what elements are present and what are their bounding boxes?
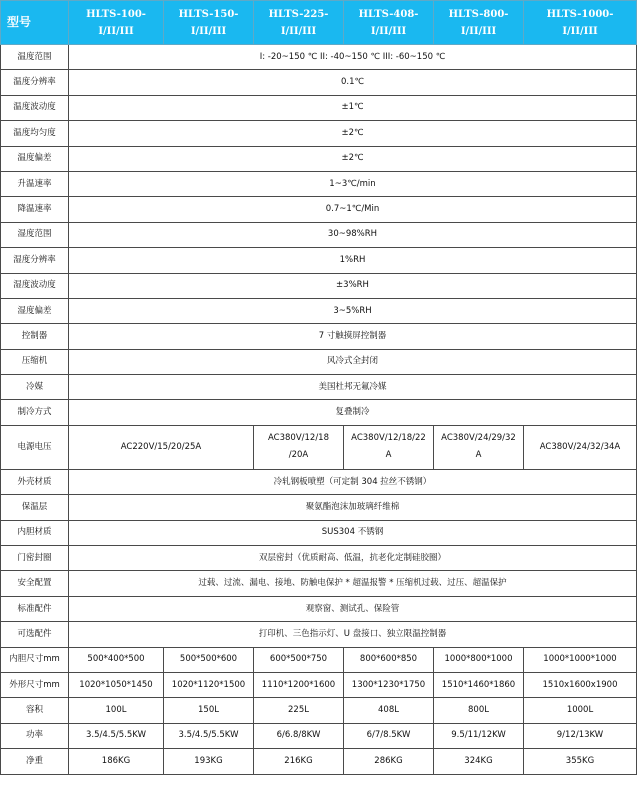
model-variants: I/II/III [460,25,497,37]
model-value: 286KG [344,749,434,774]
row-label: 湿度范围 [1,222,69,247]
table-row [1,596,637,621]
row-value: 0.7~1℃/Min [69,197,637,222]
row-label: 标准配件 [1,596,69,621]
table-row [1,197,637,222]
table-row [1,121,637,146]
model-variants: I/II/III [562,25,598,37]
table-row [1,171,637,196]
row-value: 7 寸触摸屏控制器 [69,324,637,349]
row-label: 冷媒 [1,375,69,400]
model-value: 355KG [524,749,637,774]
row-label: 温度范围 [1,45,69,70]
table-row [1,375,637,400]
table-row [1,95,637,120]
row-value: SUS304 不锈钢 [69,520,637,545]
row-value: 3~5%RH [69,298,637,323]
model-value: 800*600*850 [344,647,434,672]
model-value: 186KG [69,749,164,774]
model-variants: I/II/III [98,25,134,37]
header-row [1,1,637,45]
model-name: HLTS-408- [358,8,419,20]
table-row [1,723,637,748]
table-row [1,324,637,349]
model-value: 3.5/4.5/5.5KW [164,723,254,748]
table-row [1,400,637,425]
row-label: 温度偏差 [1,146,69,171]
row-label: 控制器 [1,324,69,349]
model-value: 3.5/4.5/5.5KW [69,723,164,748]
power-cell [344,425,434,469]
table-row [1,546,637,571]
row-value: 风冷式全封闭 [69,349,637,374]
model-value: 6/7/8.5KW [344,723,434,748]
model-header [524,1,637,45]
row-label: 湿度分辨率 [1,248,69,273]
model-value: 500*500*600 [164,647,254,672]
row-value: 打印机、三色指示灯、U 盘接口、独立限温控制器 [69,622,637,647]
model-value: 193KG [164,749,254,774]
table-row [1,298,637,323]
row-label: 外壳材质 [1,469,69,494]
row-label: 外形尺寸mm [1,672,69,697]
power-cell [434,425,524,469]
row-label: 电源电压 [1,425,69,469]
row-value: 美国杜邦无氟冷媒 [69,375,637,400]
power-cell [254,425,344,469]
model-value: 1510*1460*1860 [434,672,524,697]
row-value: 1~3℃/min [69,171,637,196]
model-value: 1000*800*1000 [434,647,524,672]
model-variants: I/II/III [190,25,227,37]
table-row [1,70,637,95]
row-label: 容积 [1,698,69,723]
row-label: 温度波动度 [1,95,69,120]
row-label: 内胆尺寸mm [1,647,69,672]
table-row [1,349,637,374]
row-label: 制冷方式 [1,400,69,425]
row-label: 降温速率 [1,197,69,222]
model-value: 500*400*500 [69,647,164,672]
table-row [1,248,637,273]
table-row [1,749,637,774]
row-value: 复叠制冷 [69,400,637,425]
model-name: HLTS-225- [268,8,329,20]
row-label: 净重 [1,749,69,774]
row-label: 内胆材质 [1,520,69,545]
model-value: 324KG [434,749,524,774]
table-row [1,425,637,469]
row-value: ±1℃ [69,95,637,120]
row-label: 湿度偏差 [1,298,69,323]
row-label: 门密封圈 [1,546,69,571]
model-value: 216KG [254,749,344,774]
model-header [69,1,164,45]
row-value: 双层密封（优质耐高、低温，抗老化定制硅胶圈） [69,546,637,571]
row-label: 可选配件 [1,622,69,647]
power-cell [69,425,254,469]
power-line-1: AC380V/24/32/34A [539,441,621,452]
model-value: 1020*1050*1450 [69,672,164,697]
model-name: HLTS-150- [178,8,239,20]
model-value: 1020*1120*1500 [164,672,254,697]
power-line-2: A [385,450,392,461]
row-label: 温度均匀度 [1,121,69,146]
model-value: 9/12/13KW [524,723,637,748]
table-row [1,622,637,647]
model-value: 6/6.8/8KW [254,723,344,748]
row-value: 0.1℃ [69,70,637,95]
table-row [1,222,637,247]
model-value: 800L [434,698,524,723]
row-value: I: -20~150 ℃ II: -40~150 ℃ III: -60~150 ℃ [69,45,637,70]
row-label: 压缩机 [1,349,69,374]
table-row [1,45,637,70]
row-value: 30~98%RH [69,222,637,247]
row-value: ±2℃ [69,121,637,146]
table-row [1,273,637,298]
table-row [1,495,637,520]
power-line-2: /20A [288,450,309,461]
model-value: 1510x1600x1900 [524,672,637,697]
model-header [164,1,254,45]
model-header [344,1,434,45]
model-value: 1300*1230*1750 [344,672,434,697]
row-label: 功率 [1,723,69,748]
table-row [1,146,637,171]
table-row [1,647,637,672]
power-cell [524,425,637,469]
spec-body [1,45,637,775]
model-value: 150L [164,698,254,723]
model-name: HLTS-800- [448,8,509,20]
model-value: 1000*1000*1000 [524,647,637,672]
power-line-1: AC380V/12/18 [268,433,329,444]
row-label: 安全配置 [1,571,69,596]
power-line-1: AC380V/24/29/32 [441,433,516,444]
model-value: 408L [344,698,434,723]
model-value: 1110*1200*1600 [254,672,344,697]
row-value: 冷轧钢板喷塑（可定制 304 拉丝不锈钢） [69,469,637,494]
row-label: 湿度波动度 [1,273,69,298]
power-line-2: A [475,450,482,461]
row-value: ±2℃ [69,146,637,171]
model-value: 600*500*750 [254,647,344,672]
model-value: 1000L [524,698,637,723]
model-value: 9.5/11/12KW [434,723,524,748]
model-name: HLTS-100- [86,8,146,20]
model-value: 225L [254,698,344,723]
row-label: 升温速率 [1,171,69,196]
row-value: 聚氨酯泡沫加玻璃纤维棉 [69,495,637,520]
table-row [1,571,637,596]
power-line-1: AC380V/12/18/22 [351,433,426,444]
row-label: 保温层 [1,495,69,520]
table-row [1,672,637,697]
header-label: 型号 [1,1,69,45]
row-label: 温度分辨率 [1,70,69,95]
model-variants: I/II/III [370,25,407,37]
table-row [1,698,637,723]
power-line-1: AC220V/15/20/25A [120,441,202,452]
table-row [1,469,637,494]
table-row [1,520,637,545]
row-value: 过载、过流、漏电、接地、防触电保护 * 超温报警 * 压缩机过载、过压、超温保护 [69,571,637,596]
model-name: HLTS-1000- [546,8,614,20]
model-header [434,1,524,45]
model-value: 100L [69,698,164,723]
model-variants: I/II/III [280,25,317,37]
row-value: 1%RH [69,248,637,273]
row-value: ±3%RH [69,273,637,298]
row-value: 观察窗、测试孔、保险管 [69,596,637,621]
model-header [254,1,344,45]
